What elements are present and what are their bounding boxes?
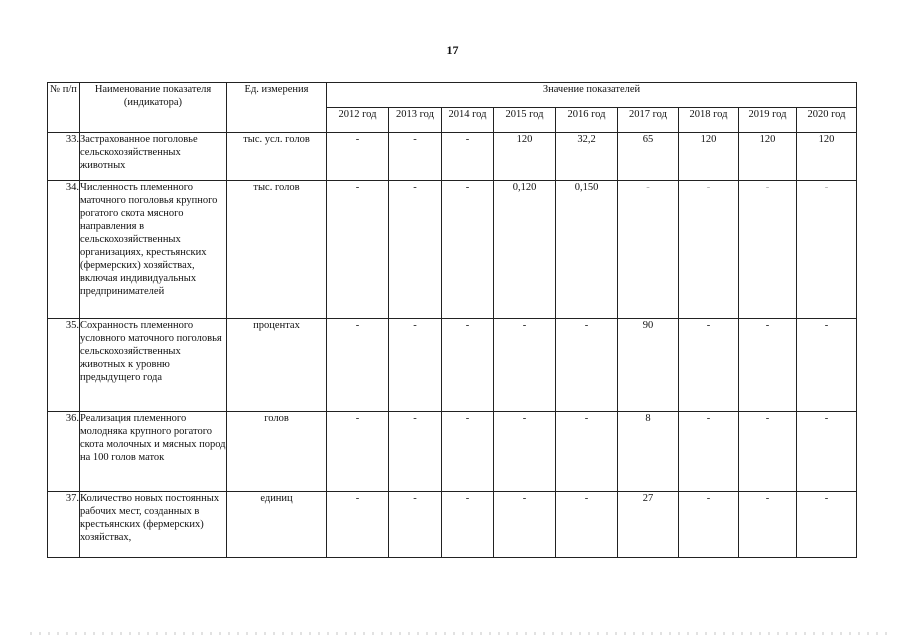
value-cell: - bbox=[389, 133, 442, 181]
scan-noise bbox=[30, 632, 890, 635]
header-year: 2014 год bbox=[442, 108, 494, 133]
row-number: 36. bbox=[48, 412, 80, 492]
header-year: 2013 год bbox=[389, 108, 442, 133]
value-cell: 120 bbox=[679, 133, 739, 181]
value-cell: - bbox=[797, 181, 857, 319]
table-row bbox=[48, 133, 857, 181]
value-cell: - bbox=[494, 319, 556, 412]
row-number: 35. bbox=[48, 319, 80, 412]
value-cell: - bbox=[442, 319, 494, 412]
value-cell: - bbox=[556, 319, 618, 412]
value-cell: - bbox=[327, 492, 389, 558]
indicator-name: Застрахованное поголовье сельскохозяйственных животных bbox=[80, 133, 227, 181]
value-cell: - bbox=[797, 492, 857, 558]
value-cell: - bbox=[556, 412, 618, 492]
row-number: 33. bbox=[48, 133, 80, 181]
header-year: 2019 год bbox=[739, 108, 797, 133]
indicator-unit: тыс. голов bbox=[227, 181, 327, 319]
header-year: 2018 год bbox=[679, 108, 739, 133]
indicator-unit: процентах bbox=[227, 319, 327, 412]
value-cell: - bbox=[797, 319, 857, 412]
indicator-name: Количество новых постоянных рабочих мест, созданных в крестьянских (фермерских) хозяйствах, bbox=[80, 492, 227, 558]
indicator-name: Реализация племенного молодняка крупного рогатого скота молочных и мясных пород на 100 голов маток bbox=[80, 412, 227, 492]
header-year: 2016 год bbox=[556, 108, 618, 133]
header-year: 2017 год bbox=[618, 108, 679, 133]
value-cell: 27 bbox=[618, 492, 679, 558]
value-cell: - bbox=[442, 133, 494, 181]
indicators-table bbox=[47, 82, 857, 558]
indicator-unit: тыс. усл. голов bbox=[227, 133, 327, 181]
indicator-unit: голов bbox=[227, 412, 327, 492]
value-cell: - bbox=[389, 412, 442, 492]
header-year: 2020 год bbox=[797, 108, 857, 133]
value-cell: - bbox=[618, 181, 679, 319]
value-cell: - bbox=[389, 492, 442, 558]
value-cell: - bbox=[739, 319, 797, 412]
value-cell: - bbox=[389, 319, 442, 412]
indicator-name: Сохранность племенного условного маточного поголовья сельскохозяйственных животных к уровню предыдущего года bbox=[80, 319, 227, 412]
indicator-name: Численность племенного маточного поголовья крупного рогатого скота мясного направления в сельскохозяйственных организациях, крестьянских (фермерских) хозяйствах, включая индивидуальных предпринимателей bbox=[80, 181, 227, 319]
value-cell: - bbox=[327, 412, 389, 492]
header-values: Значение показателей bbox=[327, 83, 857, 108]
value-cell: - bbox=[327, 133, 389, 181]
value-cell: - bbox=[797, 412, 857, 492]
value-cell: 120 bbox=[739, 133, 797, 181]
header-row bbox=[48, 83, 857, 108]
value-cell: 120 bbox=[494, 133, 556, 181]
header-year: 2012 год bbox=[327, 108, 389, 133]
header-indicator-name: Наименование показателя (индикатора) bbox=[80, 83, 227, 133]
value-cell: 8 bbox=[618, 412, 679, 492]
value-cell: - bbox=[442, 412, 494, 492]
table-row bbox=[48, 319, 857, 412]
table-row bbox=[48, 181, 857, 319]
value-cell: - bbox=[327, 319, 389, 412]
row-number: 37. bbox=[48, 492, 80, 558]
value-cell: - bbox=[739, 181, 797, 319]
value-cell: 32,2 bbox=[556, 133, 618, 181]
value-cell: 65 bbox=[618, 133, 679, 181]
header-year: 2015 год bbox=[494, 108, 556, 133]
page-number: 17 bbox=[446, 43, 459, 57]
table-row bbox=[48, 412, 857, 492]
value-cell: - bbox=[389, 181, 442, 319]
header-unit: Ед. измерения bbox=[227, 83, 327, 133]
indicator-unit: единиц bbox=[227, 492, 327, 558]
value-cell: - bbox=[679, 181, 739, 319]
value-cell: - bbox=[442, 492, 494, 558]
value-cell: - bbox=[327, 181, 389, 319]
value-cell: - bbox=[739, 492, 797, 558]
value-cell: 0,120 bbox=[494, 181, 556, 319]
value-cell: 0,150 bbox=[556, 181, 618, 319]
row-number: 34. bbox=[48, 181, 80, 319]
value-cell: - bbox=[494, 412, 556, 492]
header-number: № п/п bbox=[48, 83, 80, 133]
value-cell: 120 bbox=[797, 133, 857, 181]
value-cell: - bbox=[442, 181, 494, 319]
value-cell: - bbox=[679, 492, 739, 558]
value-cell: - bbox=[679, 319, 739, 412]
value-cell: - bbox=[494, 492, 556, 558]
value-cell: - bbox=[556, 492, 618, 558]
table-row bbox=[48, 492, 857, 558]
value-cell: 90 bbox=[618, 319, 679, 412]
value-cell: - bbox=[679, 412, 739, 492]
value-cell: - bbox=[739, 412, 797, 492]
